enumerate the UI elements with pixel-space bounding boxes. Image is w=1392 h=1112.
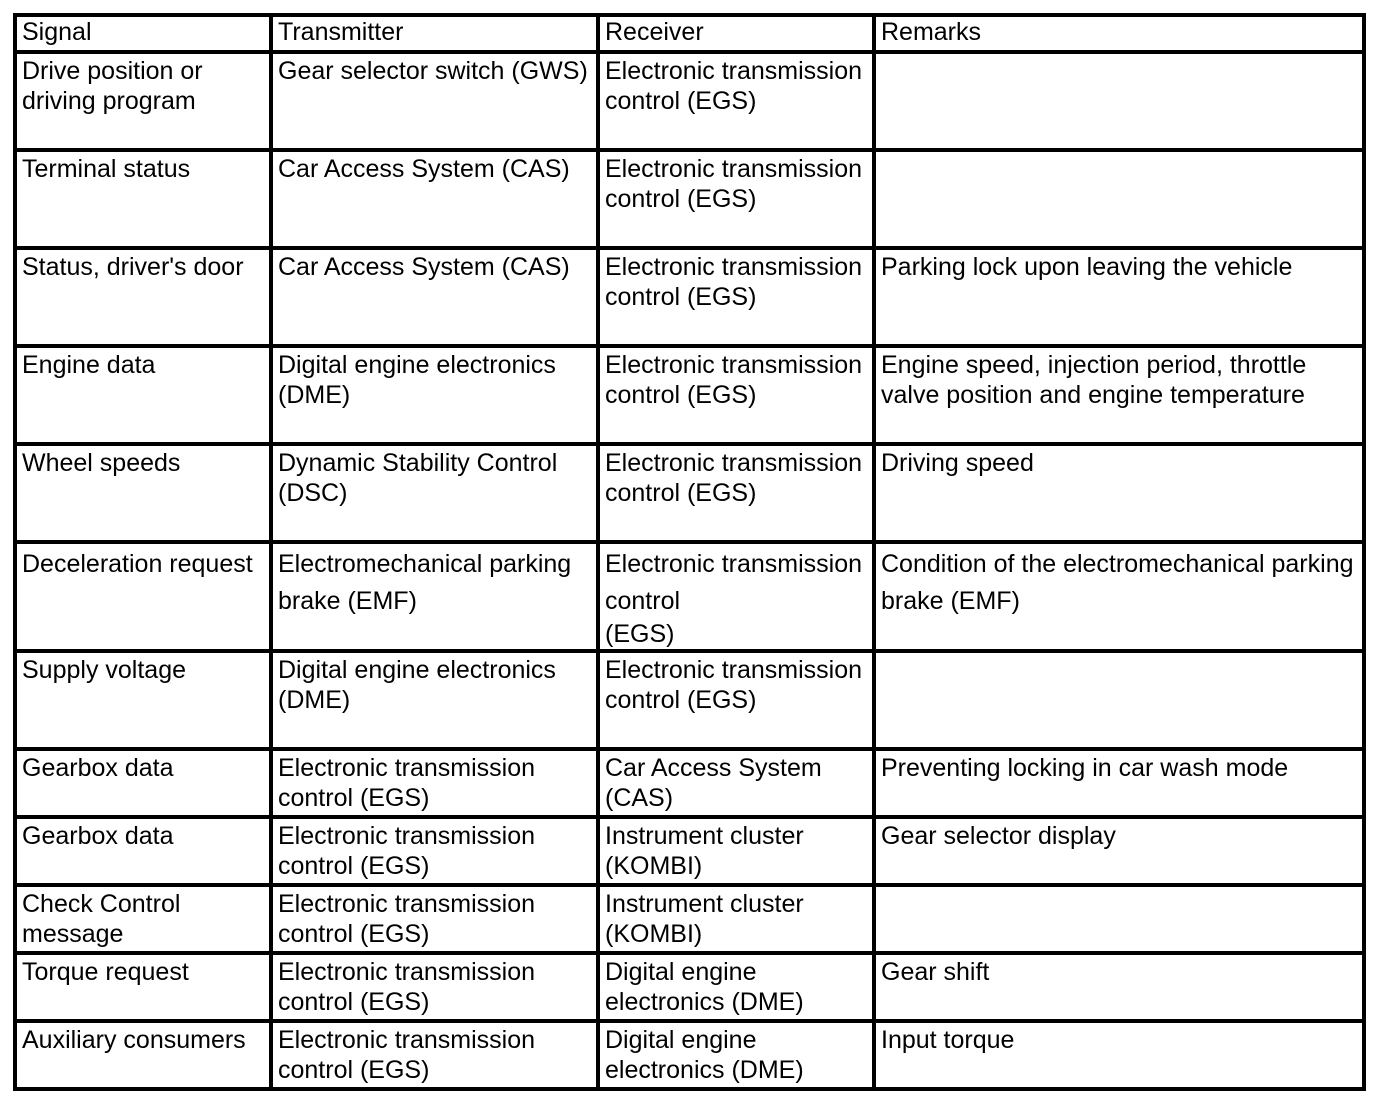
- signal-cell: Engine data: [15, 346, 271, 444]
- transmitter-cell: Car Access System (CAS): [271, 150, 598, 248]
- remarks-cell: Gear shift: [874, 953, 1364, 1021]
- receiver-cell: Electronic transmission control (EGS): [598, 248, 874, 346]
- table-row: [15, 346, 1364, 444]
- signal-table: [13, 13, 1366, 1091]
- table-row: [15, 248, 1364, 346]
- receiver-cell: Electronic transmission control (EGS): [598, 346, 874, 444]
- signal-cell: Deceleration request: [15, 542, 271, 651]
- remarks-cell: Preventing locking in car wash mode: [874, 749, 1364, 817]
- transmitter-cell: Digital engine electronics (DME): [271, 346, 598, 444]
- table-row: [15, 953, 1364, 1021]
- header-signal: Signal: [15, 15, 271, 52]
- signal-cell: Status, driver's door: [15, 248, 271, 346]
- receiver-cell: Electronic transmission control (EGS): [598, 52, 874, 150]
- signal-cell: Wheel speeds: [15, 444, 271, 542]
- remarks-cell: [874, 150, 1364, 248]
- table-row: [15, 885, 1364, 953]
- header-transmitter: Transmitter: [271, 15, 598, 52]
- receiver-cell: Instrument cluster (KOMBI): [598, 885, 874, 953]
- signal-cell: Auxiliary consumers: [15, 1021, 271, 1089]
- signal-cell: Terminal status: [15, 150, 271, 248]
- receiver-cell: [598, 542, 874, 651]
- remarks-cell: Input torque: [874, 1021, 1364, 1089]
- table-row: [15, 542, 1364, 651]
- header-remarks: Remarks: [874, 15, 1364, 52]
- receiver-cell: Electronic transmission control (EGS): [598, 651, 874, 749]
- table-row: [15, 52, 1364, 150]
- table-row: [15, 749, 1364, 817]
- remarks-cell: Condition of the electromechanical parking brake (EMF): [874, 542, 1364, 651]
- transmitter-cell: Electronic transmission control (EGS): [271, 1021, 598, 1089]
- remarks-cell: [874, 885, 1364, 953]
- remarks-cell: [874, 651, 1364, 749]
- table-row: [15, 1021, 1364, 1089]
- transmitter-cell: Digital engine electronics (DME): [271, 651, 598, 749]
- signal-cell: Check Control message: [15, 885, 271, 953]
- remarks-cell: Parking lock upon leaving the vehicle: [874, 248, 1364, 346]
- table-row: [15, 444, 1364, 542]
- transmitter-cell: Electronic transmission control (EGS): [271, 953, 598, 1021]
- signal-cell: Supply voltage: [15, 651, 271, 749]
- header-receiver: Receiver: [598, 15, 874, 52]
- transmitter-cell: Dynamic Stability Control (DSC): [271, 444, 598, 542]
- receiver-cell-lines: Electronic transmission control: [605, 550, 863, 615]
- remarks-cell: Gear selector display: [874, 817, 1364, 885]
- table-row: [15, 150, 1364, 248]
- table-row: [15, 817, 1364, 885]
- transmitter-cell: Gear selector switch (GWS): [271, 52, 598, 150]
- receiver-cell-line-3: (EGS): [605, 620, 675, 648]
- table-header-row: [15, 15, 1364, 52]
- signal-cell: Drive position or driving program: [15, 52, 271, 150]
- receiver-cell: Digital engine electronics (DME): [598, 1021, 874, 1089]
- transmitter-cell: Car Access System (CAS): [271, 248, 598, 346]
- signal-cell: Gearbox data: [15, 749, 271, 817]
- table-row: [15, 651, 1364, 749]
- signal-cell: Gearbox data: [15, 817, 271, 885]
- remarks-cell: Engine speed, injection period, throttle valve position and engine temperature: [874, 346, 1364, 444]
- receiver-cell: Instrument cluster (KOMBI): [598, 817, 874, 885]
- receiver-cell: Car Access System (CAS): [598, 749, 874, 817]
- remarks-cell: [874, 52, 1364, 150]
- receiver-cell: Digital engine electronics (DME): [598, 953, 874, 1021]
- transmitter-cell: Electronic transmission control (EGS): [271, 749, 598, 817]
- signal-cell: Torque request: [15, 953, 271, 1021]
- transmitter-cell: Electromechanical parking brake (EMF): [271, 542, 598, 651]
- receiver-cell: Electronic transmission control (EGS): [598, 444, 874, 542]
- transmitter-cell: Electronic transmission control (EGS): [271, 885, 598, 953]
- remarks-cell: Driving speed: [874, 444, 1364, 542]
- receiver-cell: Electronic transmission control (EGS): [598, 150, 874, 248]
- transmitter-cell: Electronic transmission control (EGS): [271, 817, 598, 885]
